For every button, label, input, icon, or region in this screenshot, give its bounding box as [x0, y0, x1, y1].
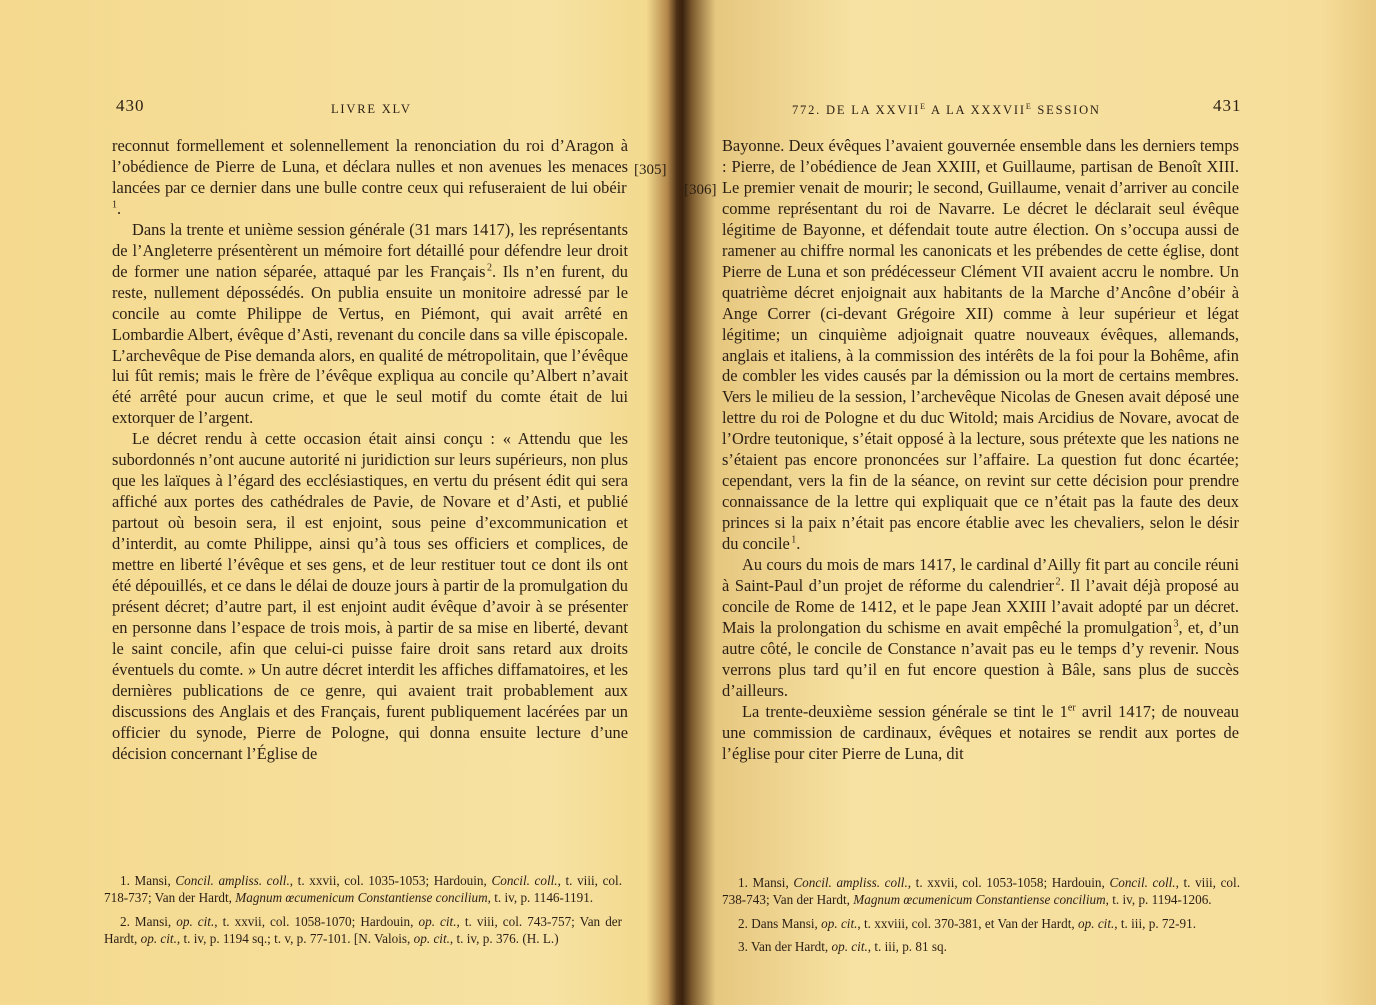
footnote-ref: 2: [1055, 576, 1061, 588]
right-paragraph-3: La trente-deuxième session générale se tint le 1er avril 1417; de nouveau une commission de cardinaux, évêques et notaires se rendit aux portes de l’église pour citer Pierre de Luna, dit: [722, 701, 1239, 763]
left-paragraph-2: Dans la trente et unième session générale (31 mars 1417), les représentants de l’Angleterre présentèrent un mémoire fort détaillé pour défendre leur droit de former une nation séparée, attaqué par les Français $^2$. Ils n’en furent, du reste, nullement dépossédés. On publia ensuite un monitoire adressé par le concile au comte Philippe de Vertus, en Piémont, qui avait arrêté en Lombardie Albert, évêque d’Asti, revenant du concile dans sa ville épiscopale. L’archevêque de Pise demanda alors, en qualité de métropolitain, que l’évêque lui fût remis; mais le frère de l’évêque expliqua au concile qu’Albert n’avait été arrêté pour aucun crime, et que le seul motif du comte était de lui extorquer de l’argent.: [112, 219, 628, 428]
left-page-number: 430: [116, 96, 145, 115]
right-running-head: 772. DE LA $XXVII^E$ A LA $XXXVII^E$ SESSION: [792, 102, 1101, 118]
right-paragraph-1: Bayonne. Deux évêques l’avaient gouvernée ensemble dans les derniers temps : Pierre, de l’obédience de Jean XXIII, et Guillaume, partisan de Benoît XIII. Le premier venait de mourir; le second, Guillaume, venait d’arriver au concile comme représentant du roi de Navarre. Le décret le déclarait seul évêque légitime de Bayonne, et défendait toute autre élection. On s’occupa aussi de ramener au chiffre normal les canonicats et les prébendes de cette église, dont Pierre de Luna et son prédécesseur Clément VII avaient accru le nombre. Un quatrième décret enjoignait aux habitants de la Marche d’Ancône d’obéir à Ange Correr (ci-devant Grégoire XII) comme à leur supérieur et légat légitime; un cinquième adjoignait quatre nouveaux évêques, allemands, anglais et italiens, à la commission des intérêts de la foi pour la Bohême, afin de combler les vides causés par la démission ou la mort de certains membres. Vers le milieu de la session, l’archevêque Nicolas de Gnesen avait déposé une lettre du roi de Pologne et du duc Witold; mais Arcidius de Novare, avocat de l’Ordre teutonique, s’était opposé à la lecture, sous prétexte que les nations ne s’étaient pas encore prononcées sur l’affaire. La question fut donc écartée; cependant, vers la fin de la séance, on revint sur cette décision pour prendre connaissance de la lettre qui expliquait que ce n’était pas la faute des deux princes si la paix n’était pas encore établie avec les chevaliers, selon le désir du concile $^1$.: [722, 136, 1239, 554]
left-margin-ref: [305]: [634, 162, 667, 178]
footnote-ref: 3: [1173, 618, 1179, 630]
left-footnote-1: 1. Mansi, Concil. ampliss. coll., t. xxvii, col. 1035-1053; Hardouin, Concil. coll., t. viii, col. 718-737; Van der Hardt, Magnum œcumenicum Constantiense concilium, t. iv, p. 1146-1191.: [104, 873, 622, 906]
left-footnotes: [104, 872, 622, 948]
left-body-text: [112, 136, 628, 765]
right-paragraph-2: Au cours du mois de mars 1417, le cardinal d’Ailly fit part au concile réuni à Saint-Paul d’un projet de réforme du calendrier $^2$. Il l’avait déjà proposé au concile de Rome de 1412, et le pape Jean XXIII l’avait adopté par un décret. Mais la prolongation du schisme en avait empêché la promulgation $^3$, et, d’un autre côté, le concile de Constance n’avait pas eu le temps d’y revenir. Nous verrons plus tard qu’il en fut encore question à Bâle, sans plus de succès d’ailleurs.: [722, 555, 1239, 700]
right-margin-ref: [306]: [684, 182, 717, 198]
right-footnote-2: 2. Dans Mansi, op. cit., t. xxviii, col. 370-381, et Van der Hardt, op. cit., t. iii, p. 72-91.: [738, 915, 1196, 931]
right-footnote-1: 1. Mansi, Concil. ampliss. coll., t. xxvii, col. 1053-1058; Hardouin, Concil. coll., t. viii, col. 738-743; Van der Hardt, Magnum œcumenicum Constantiense concilium, t. iv, p. 1194-1206.: [722, 875, 1240, 908]
footnote-ref: 2: [486, 262, 492, 274]
right-body-text: [722, 136, 1239, 765]
footnote-ref: 1: [112, 199, 117, 211]
left-paragraph-1: reconnut formellement et solennellement la renonciation du roi d’Aragon à l’obédience de Pierre de Luna, et déclara nulles et non avenues les menaces lancées par ce dernier dans une bulle contre ceux qui refuseraient de lui obéir $^1$.: [112, 136, 628, 218]
left-footnote-2: 2. Mansi, op. cit., t. xxvii, col. 1058-1070; Hardouin, op. cit., t. viii, col. 743-757; Van der Hardt, op. cit., t. iv, p. 1194 sq.; t. v, p. 77-101. [N. Valois, op. cit., t. iv, p. 376. (H. L.): [104, 913, 623, 947]
right-footnotes: [722, 874, 1240, 956]
footnote-ref: 1: [791, 534, 797, 546]
left-running-head: LIVRE XLV: [331, 102, 412, 116]
left-page: [0, 0, 668, 1005]
right-footnote-3: 3. Van der Hardt, op. cit., t. iii, p. 81 sq.: [738, 939, 947, 955]
right-page: [672, 0, 1376, 1005]
left-paragraph-3: Le décret rendu à cette occasion était ainsi conçu : « Attendu que les subordonnés n’ont aucune autorité ni juridiction sur leurs supérieurs, non plus que les laïques à l’égard des ecclésiastiques, en vertu du présent édit qui sera affiché aux portes des cathédrales de Pavie, de Novare et d’Asti, et publié partout où besoin sera, il est enjoint, sous peine d’excommunication et d’interdit, au comte Philippe, ainsi qu’à tous ses officiers et complices, de mettre en liberté l’évêque et ses gens, et de leur restituer tout ce dont ils ont été dépouillés, et ce dans le délai de douze jours à partir de la promulgation du présent décret; d’autre part, il est enjoint audit évêque d’avoir à se présenter en personne dans l’espace de trois mois, à partir de sa mise en liberté, devant le saint concile, afin que celui-ci puisse faire droit sans retard aux droits éventuels du comte. » Un autre décret interdit les affiches diffamatoires, et les dernières publications de ce genre, qui avaient trait probablement aux discussions des Anglais et des Français, furent publiquement lacérées par un officier du synode, Pierre de Pologne, qui donna ensuite lecture d’une décision concernant l’Église de: [112, 429, 628, 763]
right-page-number: 431: [1213, 96, 1242, 115]
